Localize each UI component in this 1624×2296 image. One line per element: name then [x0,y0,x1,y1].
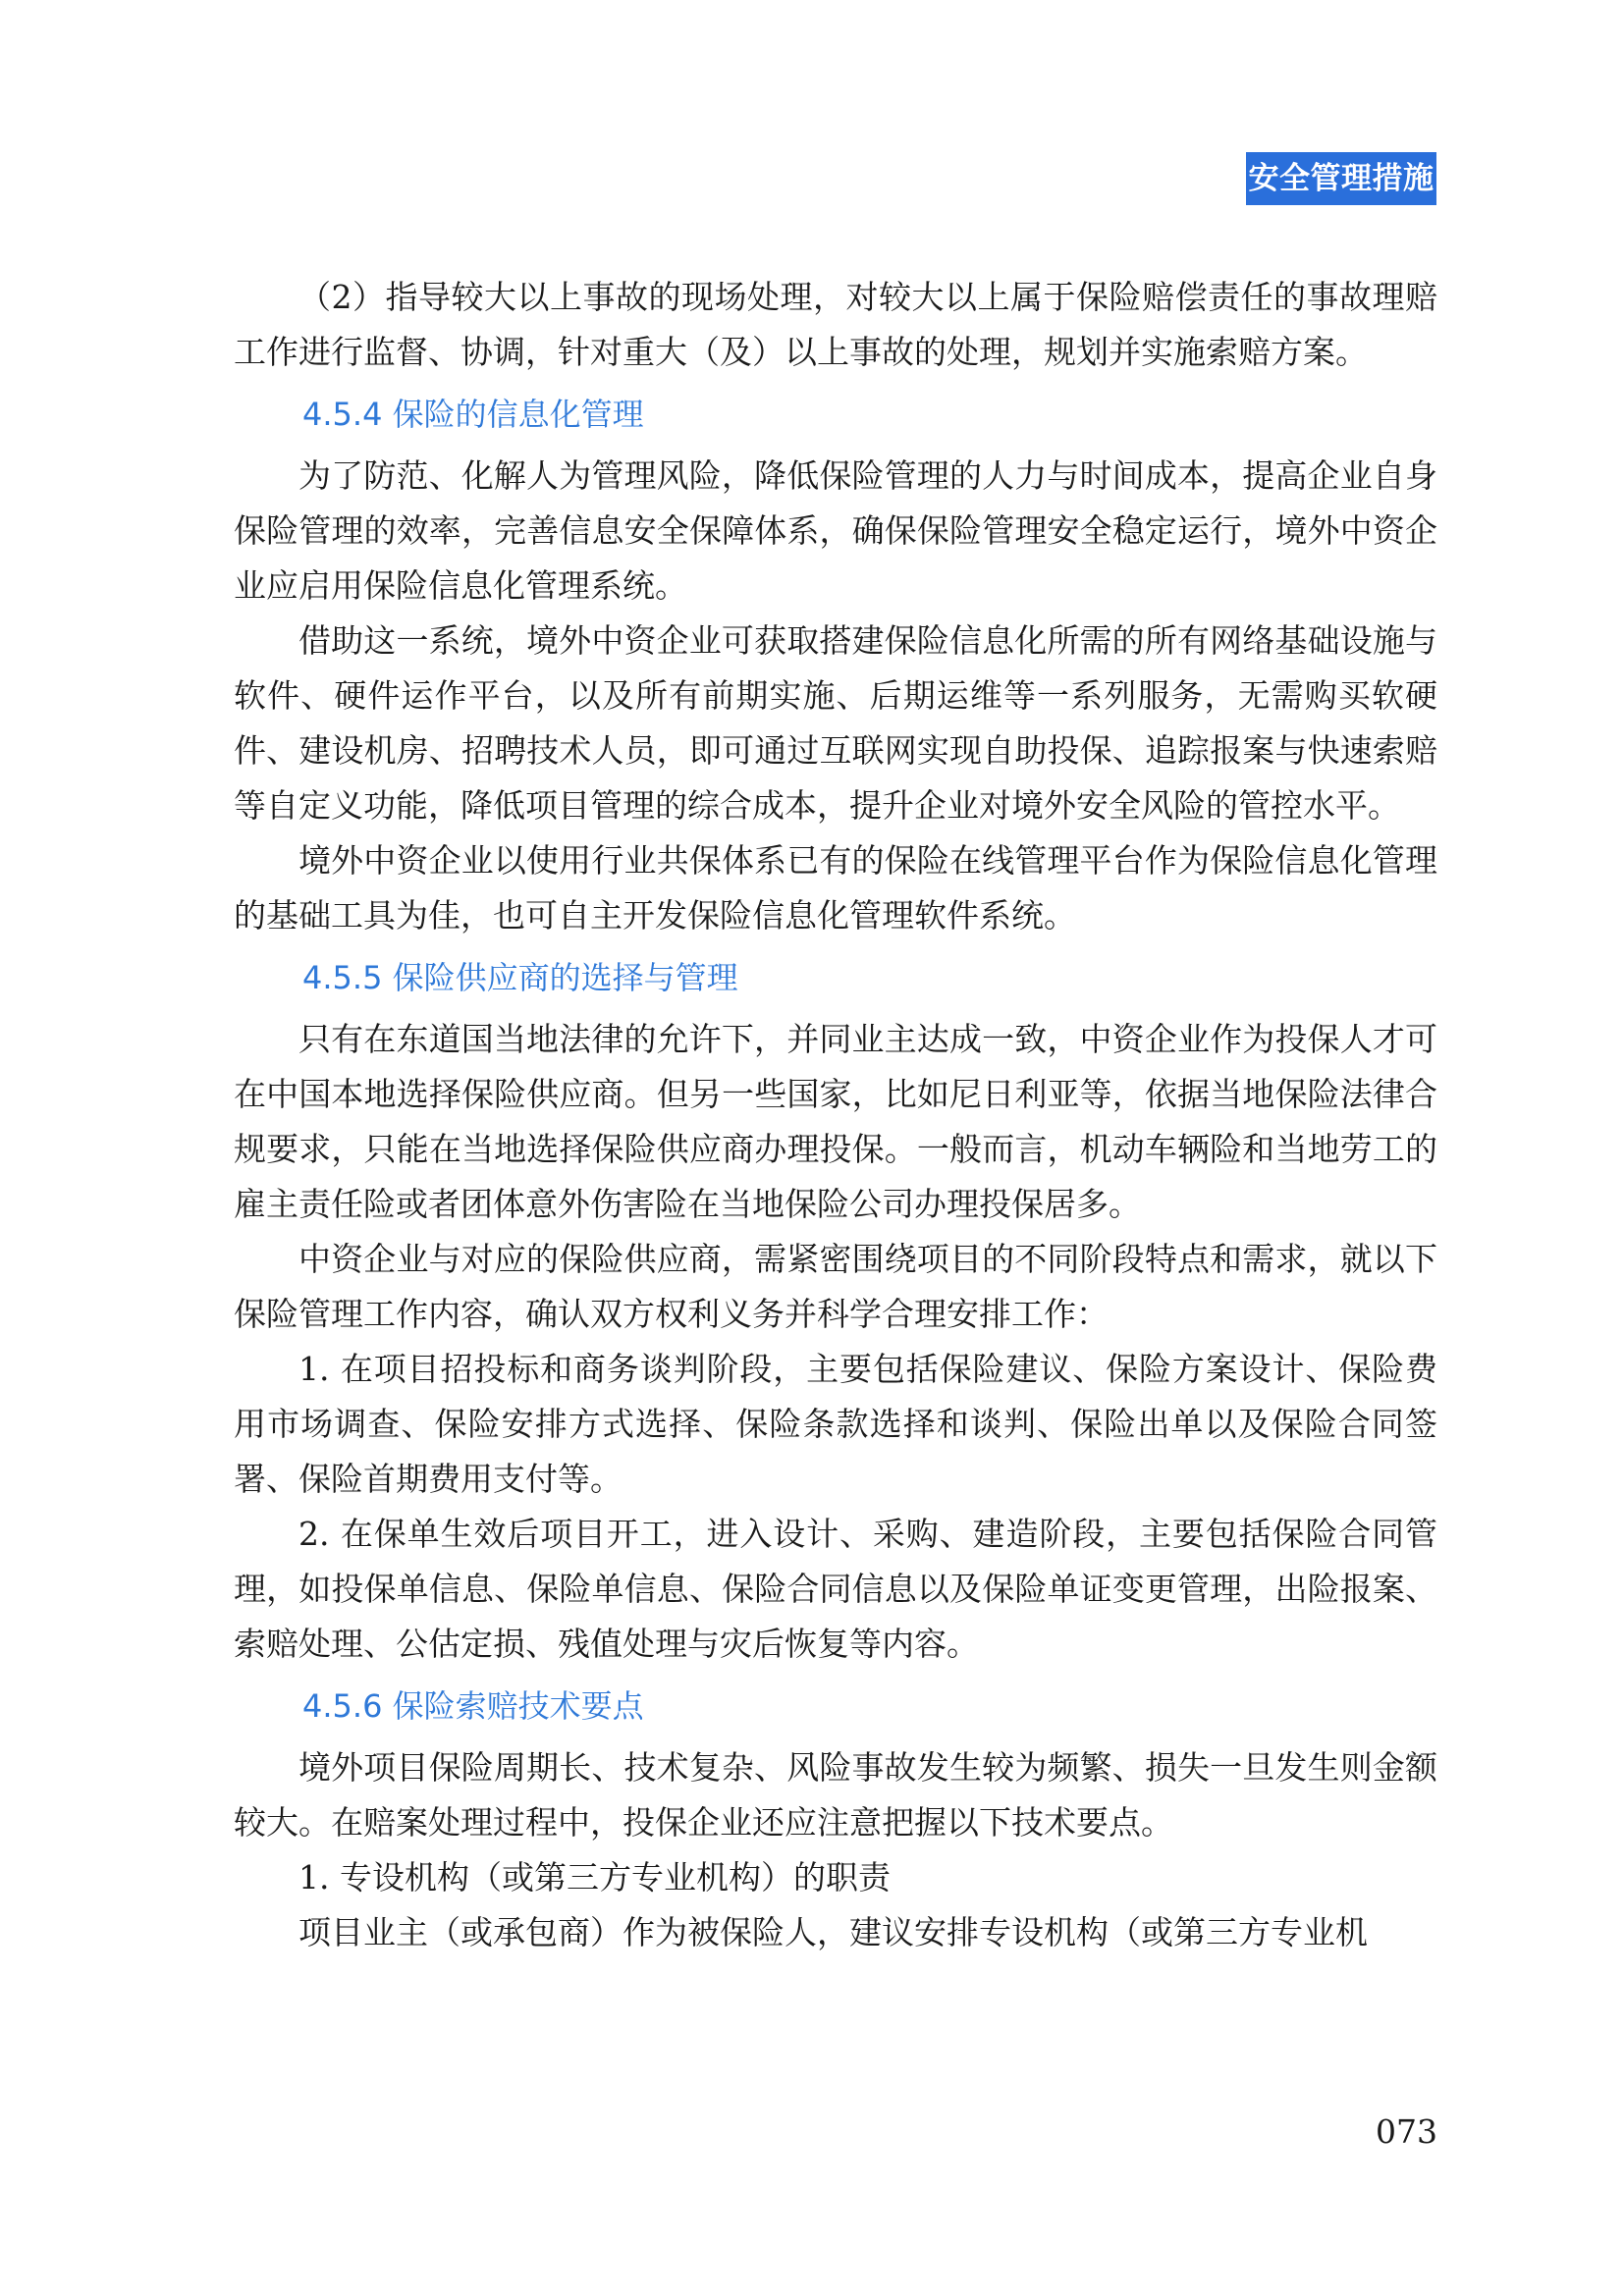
body-content [234,270,1437,1960]
paragraph: 借助这一系统，境外中资企业可获取搭建保险信息化所需的所有网络基础设施与软件、硬件运作平台，以及所有前期实施、后期运维等一系列服务，无需购买软硬件、建设机房、招聘技术人员，即可通过互联网实现自助投保、追踪报案与快速索赔等自定义功能，降低项目管理的综合成本，提升企业对境外安全风险的管控水平。 [234,621,1437,825]
paragraph: （2）指导较大以上事故的现场处理，对较大以上属于保险赔偿责任的事故理赔工作进行监督、协调，针对重大（及）以上事故的处理，规划并实施索赔方案。 [234,278,1437,371]
paragraph: 为了防范、化解人为管理风险，降低保险管理的人力与时间成本，提高企业自身保险管理的效率，完善信息安全保障体系，确保保险管理安全稳定运行，境外中资企业应启用保险信息化管理系统。 [234,456,1437,605]
section-heading-4-5-4: 4.5.4 保险的信息化管理 [302,396,644,433]
list-item-heading: 1. 专设机构（或第三方专业机构）的职责 [298,1858,891,1896]
list-paragraph: 2. 在保单生效后项目开工，进入设计、采购、建造阶段，主要包括保险合同管理，如投保单信息、保险单信息、保险合同信息以及保险单证变更管理，出险报案、索赔处理、公估定损、残值处理与灾后恢复等内容。 [234,1515,1437,1663]
paragraph: 境外项目保险周期长、技术复杂、风险事故发生较为频繁、损失一旦发生则金额较大。在赔案处理过程中，投保企业还应注意把握以下技术要点。 [234,1748,1437,1842]
section-heading-4-5-6: 4.5.6 保险索赔技术要点 [302,1687,644,1725]
list-paragraph: 1. 在项目招投标和商务谈判阶段，主要包括保险建议、保险方案设计、保险费用市场调查、保险安排方式选择、保险条款选择和谈判、保险出单以及保险合同签署、保险首期费用支付等。 [234,1350,1437,1498]
section-heading-4-5-5: 4.5.5 保险供应商的选择与管理 [302,959,738,996]
paragraph: 境外中资企业以使用行业共保体系已有的保险在线管理平台作为保险信息化管理的基础工具为佳，也可自主开发保险信息化管理软件系统。 [234,841,1437,934]
paragraph: 中资企业与对应的保险供应商，需紧密围绕项目的不同阶段特点和需求，就以下保险管理工作内容，确认双方权利义务并科学合理安排工作： [234,1240,1437,1333]
paragraph: 只有在东道国当地法律的允许下，并同业主达成一致，中资企业作为投保人才可在中国本地选择保险供应商。但另一些国家，比如尼日利亚等，依据当地保险法律合规要求，只能在当地选择保险供应商办理投保。一般而言，机动车辆险和当地劳工的雇主责任险或者团体意外伤害险在当地保险公司办理投保居多。 [234,1020,1437,1223]
section-tab: 安全管理措施 [1246,152,1436,205]
page-number: 073 [1376,2112,1437,2151]
paragraph: 项目业主（或承包商）作为被保险人，建议安排专设机构（或第三方专业机 [298,1913,1368,1951]
